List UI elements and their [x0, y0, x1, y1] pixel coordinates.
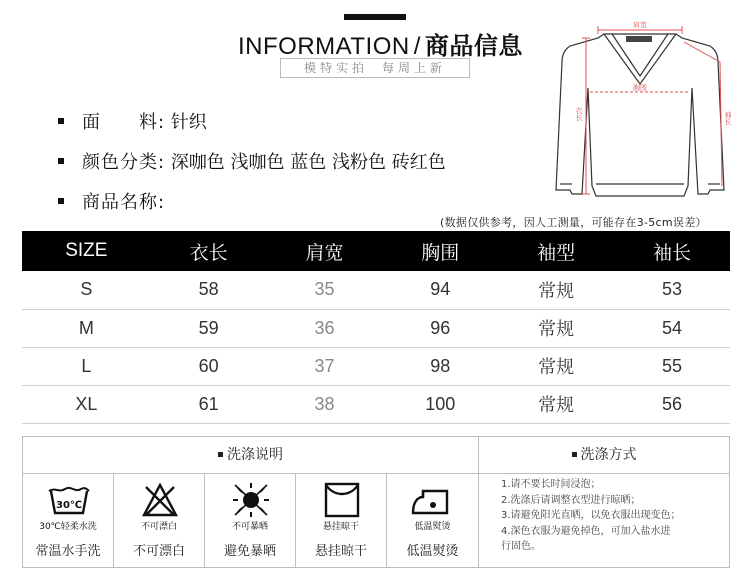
- page-title: [238, 26, 523, 61]
- cell-chest: 96: [382, 309, 498, 347]
- low-iron-icon: [409, 481, 457, 519]
- header-sleeve-type: 袖型: [498, 231, 614, 271]
- table-row: [22, 271, 730, 309]
- cell-size: M: [22, 309, 151, 347]
- cell-sleeve-length: 55: [614, 347, 730, 385]
- care-icon-label: 低温熨烫: [406, 544, 459, 559]
- care-icon-caption: 悬挂晾干: [322, 522, 359, 532]
- info-label: 商品名称:: [82, 192, 166, 213]
- care-cell-hang-dry: [296, 474, 387, 567]
- list-item: 行固色。: [501, 541, 541, 552]
- care-cell-low-iron: [387, 474, 478, 567]
- bullet-icon: [58, 118, 64, 124]
- title-separator: /: [413, 33, 421, 60]
- no-sun-icon: [227, 481, 275, 519]
- table-row: [22, 347, 730, 385]
- size-table: [22, 231, 730, 424]
- info-colors: [58, 148, 446, 174]
- care-section: [22, 436, 730, 568]
- cell-sleeve-type: 常规: [498, 309, 614, 347]
- bullet-icon: [218, 452, 223, 457]
- chest-label: 胸围: [633, 84, 647, 92]
- cell-length: 58: [151, 271, 267, 309]
- info-value: 针织: [170, 112, 207, 133]
- size-table-header-row: [22, 231, 730, 271]
- table-row: [22, 385, 730, 423]
- list-item: 3.请避免阳光直晒，以免衣服出现变色；: [501, 510, 681, 521]
- header-length: 衣长: [151, 231, 267, 271]
- cell-size: L: [22, 347, 151, 385]
- cell-length: 61: [151, 385, 267, 423]
- cell-sleeve-type: 常规: [498, 271, 614, 309]
- cell-sleeve-length: 56: [614, 385, 730, 423]
- info-fabric: [58, 108, 207, 134]
- cell-chest: 100: [382, 385, 498, 423]
- cell-sleeve-length: 53: [614, 271, 730, 309]
- care-left-title: 洗涤说明: [227, 447, 283, 463]
- care-cell-no-sun: [205, 474, 296, 567]
- info-label: 颜色分类:: [82, 152, 166, 173]
- care-icon-label: 常温水手洗: [35, 544, 101, 559]
- subtitle-box: [280, 58, 470, 78]
- cell-size: XL: [22, 385, 151, 423]
- care-icon-caption: 不可暴晒: [231, 522, 268, 532]
- cell-chest: 98: [382, 347, 498, 385]
- list-item: 1.请不要长时间浸泡；: [501, 479, 601, 490]
- cell-shoulder: 36: [267, 309, 383, 347]
- info-label: 面 料:: [82, 112, 166, 133]
- bullet-icon: [58, 198, 64, 204]
- care-icon-row: [23, 474, 479, 567]
- care-icon-caption: 不可漂白: [140, 522, 177, 532]
- header-chest: 胸围: [382, 231, 498, 271]
- cell-sleeve-type: 常规: [498, 385, 614, 423]
- sleeve-label: 袖长: [724, 111, 732, 125]
- bullet-icon: [572, 452, 577, 457]
- measurement-note: (数据仅供参考，因人工测量，可能存在3-5cm误差）: [440, 216, 707, 229]
- no-bleach-icon: [136, 481, 184, 519]
- header-top-bar: [344, 14, 406, 20]
- bullet-icon: [58, 158, 64, 164]
- care-icon-label: 不可漂白: [132, 544, 185, 559]
- cell-sleeve-length: 54: [614, 309, 730, 347]
- title-english: INFORMATION: [238, 33, 410, 60]
- care-method-heading: [479, 437, 729, 474]
- hang-dry-icon: [318, 481, 366, 519]
- hand-wash-30-icon: [45, 481, 93, 519]
- shoulder-label: 肩宽: [633, 21, 647, 29]
- cell-shoulder: 38: [267, 385, 383, 423]
- header-shoulder: 肩宽: [267, 231, 383, 271]
- header-sleeve-length: 袖长: [614, 231, 730, 271]
- care-icon-label: 悬挂晾干: [314, 544, 367, 559]
- care-method-list: [501, 477, 727, 555]
- cell-shoulder: 37: [267, 347, 383, 385]
- care-cell-no-bleach: [114, 474, 205, 567]
- cell-length: 60: [151, 347, 267, 385]
- list-item: 2.洗涤后请调整衣型进行晾晒；: [501, 494, 641, 506]
- subtitle-weekly-new: 每周上新: [382, 61, 447, 75]
- subtitle-model-photo: 模特实拍: [303, 61, 368, 75]
- care-cell-hand-wash: [23, 474, 114, 567]
- cell-shoulder: 35: [267, 271, 383, 309]
- care-right-title: 洗涤方式: [580, 447, 637, 463]
- header-size: SIZE: [22, 231, 151, 271]
- care-icon-label: 避免暴晒: [223, 544, 276, 559]
- cell-chest: 94: [382, 271, 498, 309]
- garment-measurement-diagram: [548, 18, 734, 208]
- table-row: [22, 309, 730, 347]
- cell-size: S: [22, 271, 151, 309]
- care-icon-caption: 30℃轻柔水洗: [39, 522, 97, 532]
- info-value: 深咖色 浅咖色 蓝色 浅粉色 砖红色: [170, 152, 446, 173]
- wash-temp-label: 30℃: [55, 500, 83, 511]
- list-item: 4.深色衣服为避免掉色，可加入盐水进: [501, 525, 671, 537]
- care-icon-caption: 低温熨烫: [414, 522, 451, 532]
- info-product-name: [58, 188, 165, 214]
- length-label: 衣长: [575, 107, 583, 121]
- cell-sleeve-type: 常规: [498, 347, 614, 385]
- care-instructions-heading: [23, 437, 479, 474]
- cell-length: 59: [151, 309, 267, 347]
- title-chinese: 商品信息: [424, 32, 523, 60]
